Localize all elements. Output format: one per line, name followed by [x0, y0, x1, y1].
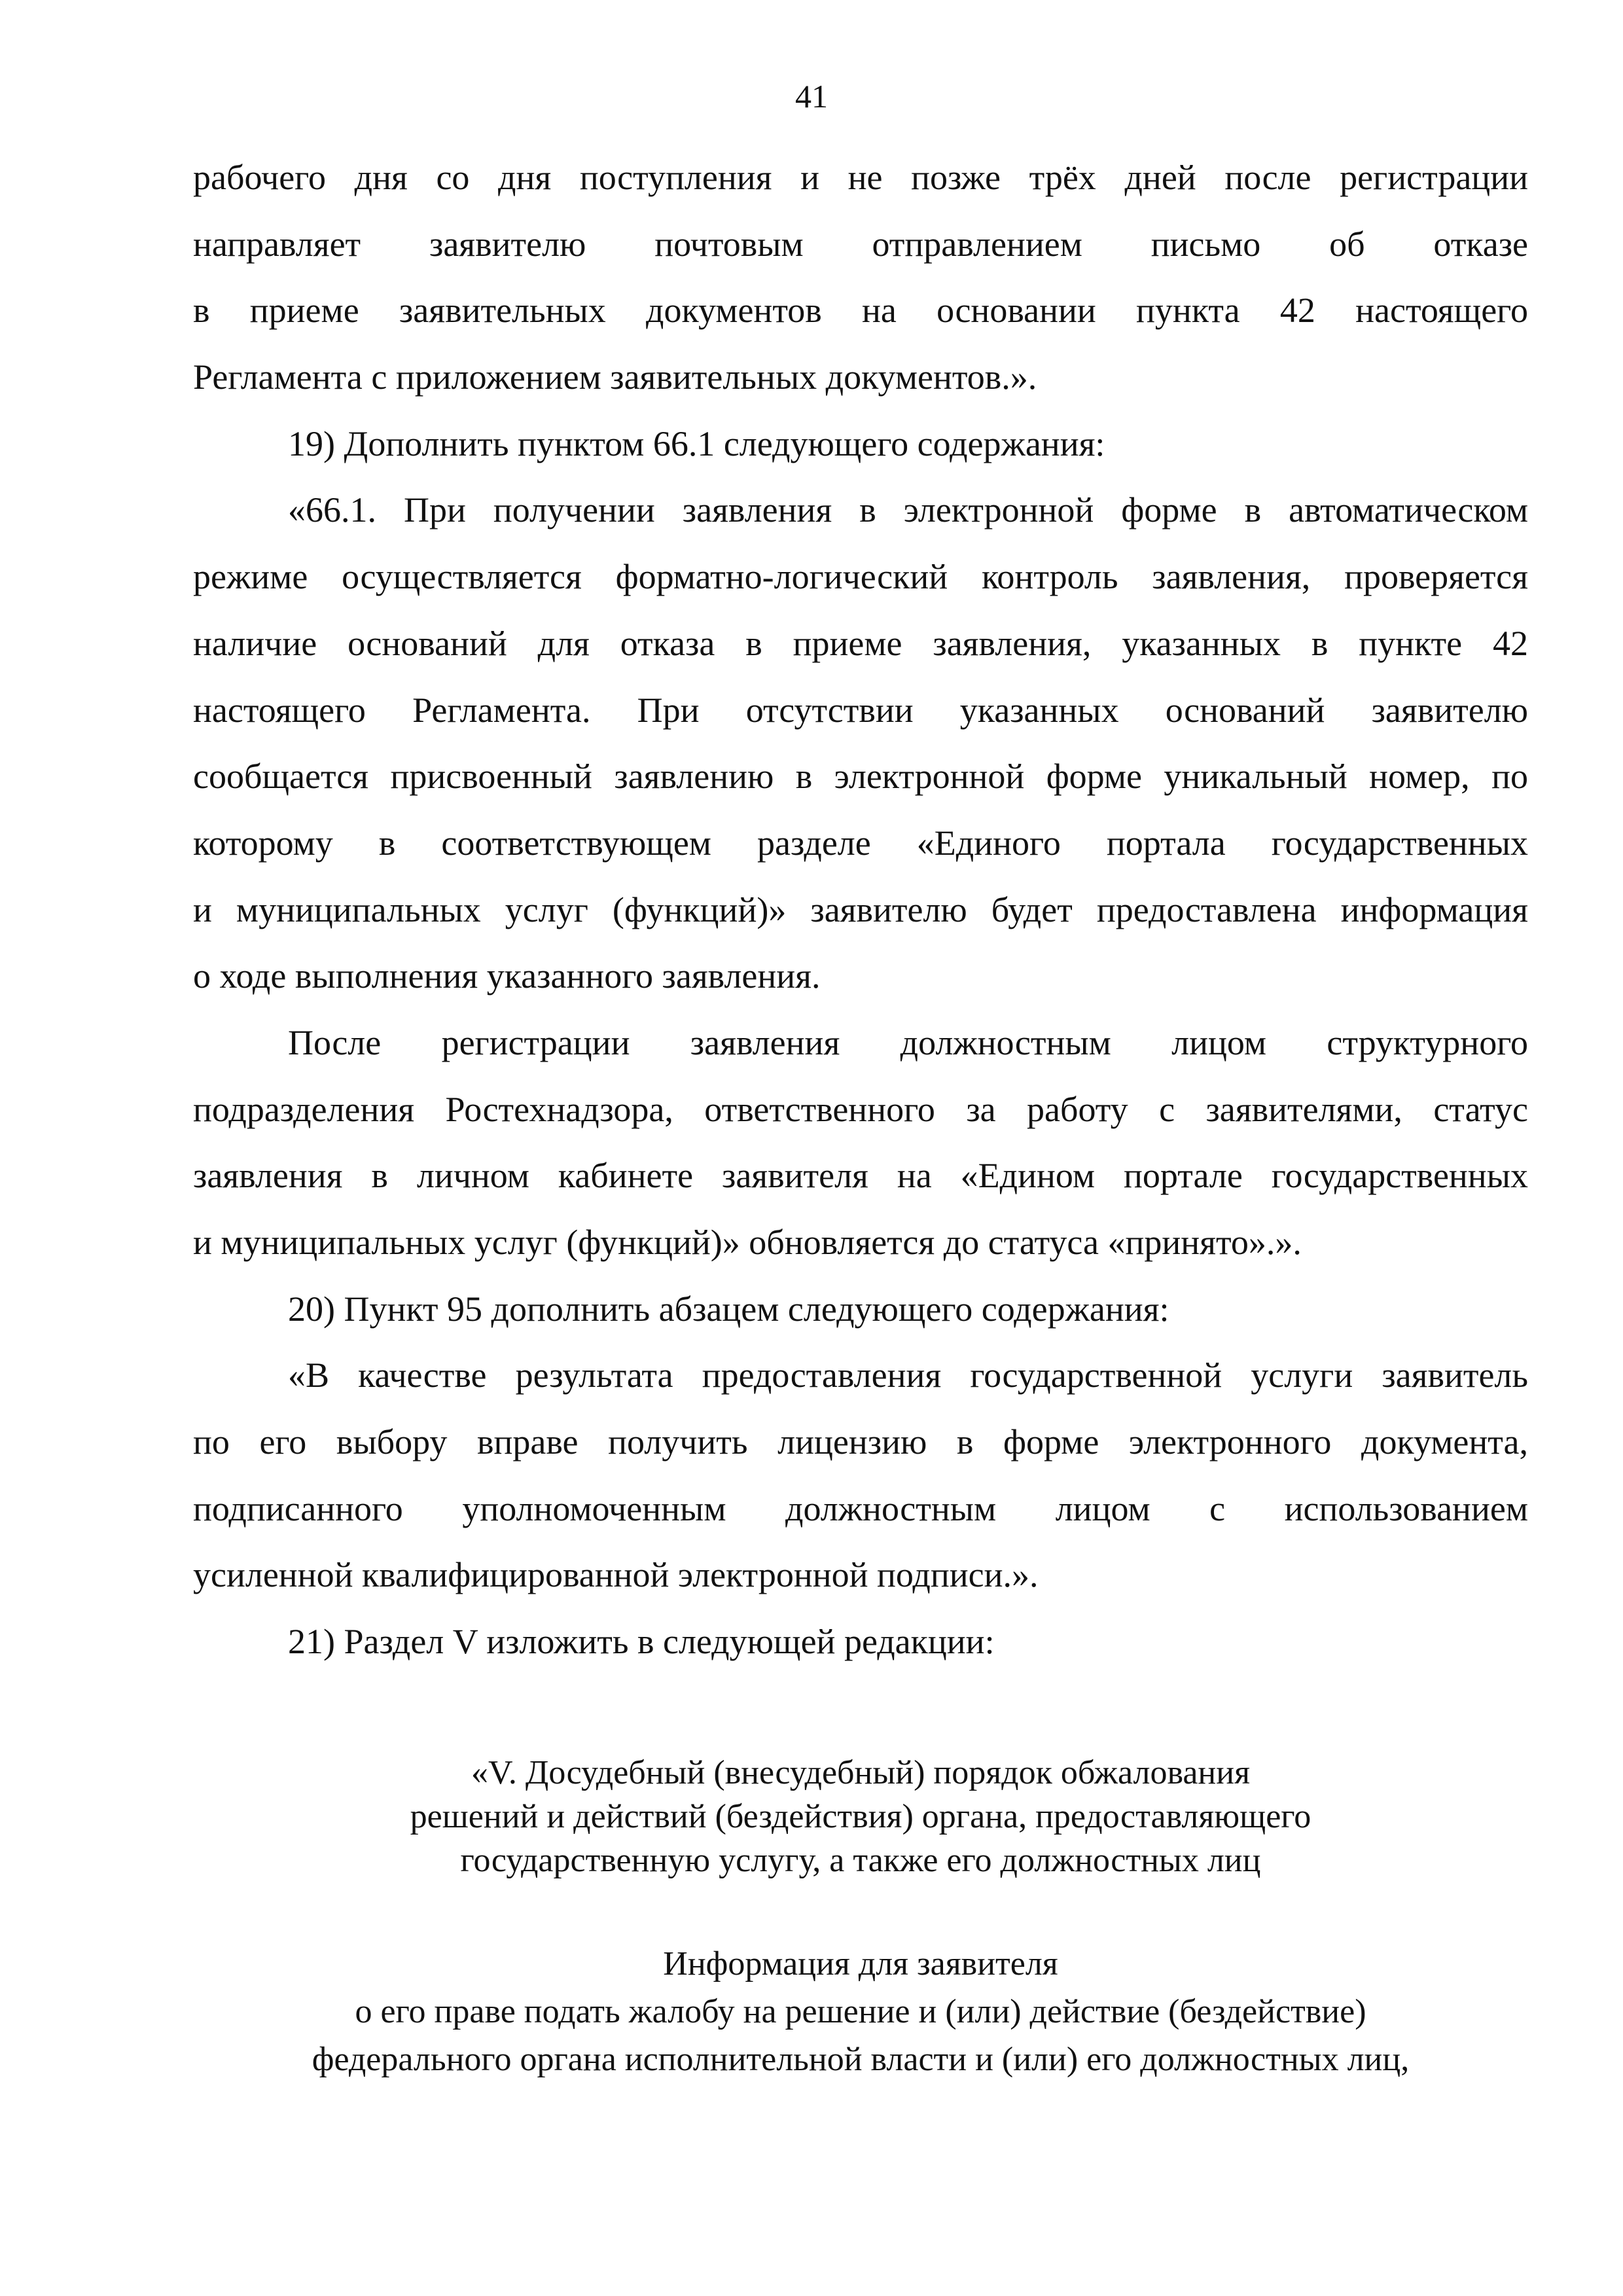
text-line: «66.1. При получении заявления в электронной форме в автоматическом	[288, 490, 1528, 530]
paragraph-item-19	[193, 411, 1528, 478]
text-line: и муниципальных услуг (функций)» обновляется до статуса «принято».».	[193, 1223, 1302, 1262]
text-line: подписанного уполномоченным должностным лицом с использованием	[193, 1488, 1528, 1528]
text-line: Информация для заявителя	[663, 1945, 1058, 1982]
text-line: решений и действий (бездействия) органа, предоставляющего	[410, 1798, 1311, 1835]
text-line: настоящего Регламента. При отсутствии указанных оснований заявителю	[193, 690, 1528, 730]
text-line: направляет заявителю почтовым отправлением письмо об отказе	[193, 224, 1528, 264]
text-line: которому в соответствующем разделе «Единого портала государственных	[193, 823, 1528, 863]
text-line: и муниципальных услуг (функций)» заявителю будет предоставлена информация	[193, 889, 1528, 929]
text-line: о его праве подать жалобу на решение и (или) действие (бездействие)	[355, 1993, 1366, 2030]
paragraph-result	[193, 1342, 1528, 1609]
text-line: сообщается присвоенный заявлению в электронной форме уникальный номер, по	[193, 757, 1528, 797]
text-line: по его выбору вправе получить лицензию в форме электронного документа,	[193, 1422, 1528, 1462]
text-line: «V. Досудебный (внесудебный) порядок обжалования	[471, 1754, 1250, 1791]
text-line: в приеме заявительных документов на основании пункта 42 настоящего	[193, 291, 1528, 331]
paragraph-66-1	[193, 477, 1528, 1010]
paragraph-after-registration	[193, 1010, 1528, 1276]
info-heading	[193, 1940, 1528, 2083]
text-line: 21) Раздел V изложить в следующей редакции:	[288, 1622, 995, 1662]
text-line: наличие оснований для отказа в приеме заявления, указанных в пункте 42	[193, 623, 1528, 663]
text-line: государственную услугу, а также его должностных лиц	[460, 1842, 1261, 1879]
text-line: подразделения Ростехнадзора, ответственного за работу с заявителями, статус	[193, 1089, 1528, 1129]
text-line: федерального органа исполнительной власти и (или) его должностных лиц,	[312, 2041, 1410, 2078]
page-number: 41	[795, 78, 828, 115]
body-text	[193, 145, 1528, 1676]
text-line: 19) Дополнить пунктом 66.1 следующего содержания:	[288, 423, 1105, 463]
paragraph-continuation	[193, 145, 1528, 411]
text-line: режиме осуществляется форматно-логический контроль заявления, проверяется	[193, 557, 1528, 597]
text-line: После регистрации заявления должностным лицом структурного	[288, 1022, 1528, 1062]
text-line: Регламента с приложением заявительных документов.».	[193, 357, 1037, 397]
paragraph-item-20	[193, 1276, 1528, 1343]
text-line: 20) Пункт 95 дополнить абзацем следующего содержания:	[288, 1289, 1169, 1329]
text-line: заявления в личном кабинете заявителя на «Едином портале государственных	[193, 1156, 1528, 1196]
text-line: «В качестве результата предоставления государственной услуги заявитель	[288, 1355, 1528, 1395]
text-line: рабочего дня со дня поступления и не позже трёх дней после регистрации	[193, 158, 1528, 197]
paragraph-item-21	[193, 1609, 1528, 1676]
section-heading	[193, 1751, 1528, 1882]
text-line: усиленной квалифицированной электронной подписи.».	[193, 1555, 1039, 1595]
text-line: о ходе выполнения указанного заявления.	[193, 956, 821, 996]
